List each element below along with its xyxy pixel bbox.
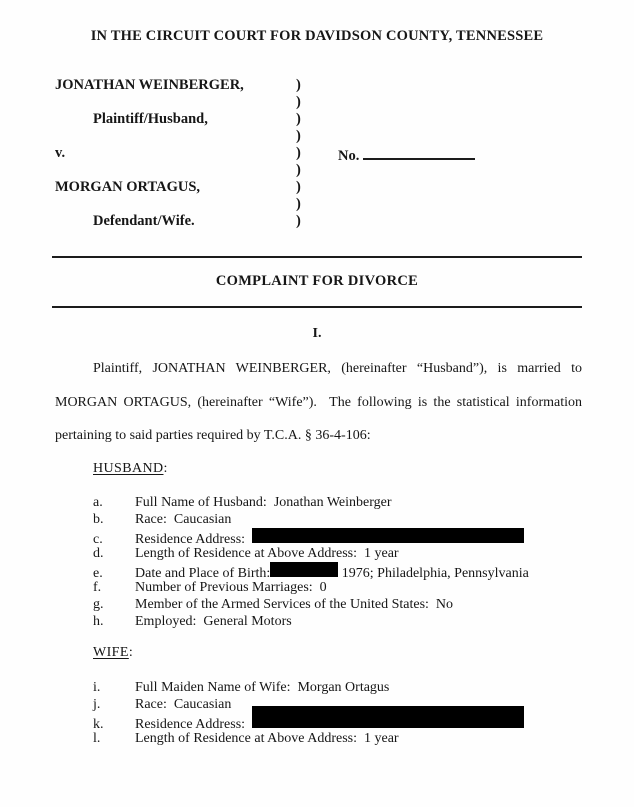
item-letter: g. <box>93 597 104 612</box>
paren-mark: ) <box>296 111 301 127</box>
item-text: Race: Caucasian <box>135 512 232 527</box>
paragraph-line: pertaining to said parties required by T.C.A. § 36-4-106: <box>55 428 371 443</box>
caption-plaintiff-name: JONATHAN WEINBERGER, <box>55 77 244 93</box>
caption-plaintiff-role: Plaintiff/Husband, <box>93 111 208 127</box>
paren-mark: ) <box>296 94 301 110</box>
paren-mark: ) <box>296 196 301 212</box>
divider-rule-bottom <box>52 306 582 308</box>
case-caption-parties <box>55 77 293 230</box>
paren-mark: ) <box>296 128 301 144</box>
redaction-box <box>270 562 338 577</box>
item-text: Number of Previous Marriages: 0 <box>135 580 327 595</box>
item-text: Full Maiden Name of Wife: Morgan Ortagus <box>135 680 390 695</box>
item-text: Employed: General Motors <box>135 614 292 629</box>
redaction-box <box>252 528 524 543</box>
caption-spacer <box>55 94 293 111</box>
paren-mark: ) <box>296 162 301 178</box>
list-item <box>93 511 529 528</box>
paren-mark: ) <box>296 179 301 195</box>
husband-statistical-list <box>93 494 529 630</box>
item-letter: h. <box>93 614 104 629</box>
item-letter: i. <box>93 680 101 695</box>
list-item <box>93 545 529 562</box>
list-item <box>93 696 524 713</box>
wife-statistical-list <box>93 679 524 747</box>
husband-heading-colon: : <box>163 461 168 476</box>
paren-mark: ) <box>296 213 301 229</box>
item-text: Full Name of Husband: Jonathan Weinberger <box>135 495 392 510</box>
caption-paren-column <box>296 77 301 230</box>
caption-spacer <box>55 128 293 145</box>
paragraph-line: Plaintiff, JONATHAN WEINBERGER, (hereinafter “Husband”), is married to <box>93 361 582 376</box>
wife-heading-colon: : <box>128 645 134 660</box>
list-item <box>93 679 524 696</box>
paren-mark: ) <box>296 145 301 161</box>
case-number-blank <box>363 145 475 160</box>
list-item <box>93 730 524 747</box>
case-number-label: No. <box>338 148 360 164</box>
list-item <box>93 596 529 613</box>
list-item <box>93 562 529 579</box>
item-letter: d. <box>93 546 104 561</box>
husband-heading-word: HUSBAND <box>93 461 164 476</box>
item-letter: j. <box>93 697 101 712</box>
item-text: Length of Residence at Above Address: 1 year <box>135 546 399 561</box>
list-item <box>93 528 529 545</box>
husband-section-heading <box>93 461 168 477</box>
wife-section-heading <box>93 645 133 661</box>
wife-heading-word: WIFE <box>93 645 129 660</box>
paren-mark: ) <box>296 77 301 93</box>
item-text-after: 1976; Philadelphia, Pennsylvania <box>338 566 529 581</box>
item-text: Race: Caucasian <box>135 697 232 712</box>
item-letter: b. <box>93 512 104 527</box>
item-text: Date and Place of Birth: <box>135 566 271 581</box>
caption-spacer <box>55 196 293 213</box>
item-text: Residence Address: <box>135 717 253 732</box>
list-item <box>93 613 529 630</box>
item-letter: l. <box>93 731 101 746</box>
caption-defendant-name: MORGAN ORTAGUS, <box>55 179 201 195</box>
divider-rule-top <box>52 256 582 258</box>
section-numeral: I. <box>312 326 322 341</box>
item-letter: a. <box>93 495 103 510</box>
item-text: Length of Residence at Above Address: 1 year <box>135 731 399 746</box>
body-paragraph <box>55 352 582 453</box>
item-letter: c. <box>93 532 103 547</box>
item-letter: e. <box>93 566 103 581</box>
item-letter: k. <box>93 717 104 732</box>
caption-versus: v. <box>55 145 66 161</box>
list-item <box>93 713 524 730</box>
caption-defendant-role: Defendant/Wife. <box>93 213 195 229</box>
list-item <box>93 494 529 511</box>
item-text: Residence Address: <box>135 532 253 547</box>
redaction-box <box>252 713 524 728</box>
court-header: IN THE CIRCUIT COURT FOR DAVIDSON COUNTY, TENNESSEE <box>90 28 544 44</box>
case-number-row <box>338 145 475 165</box>
document-title: COMPLAINT FOR DIVORCE <box>215 273 419 289</box>
item-text: Member of the Armed Services of the United States: No <box>135 597 454 612</box>
paragraph-line: MORGAN ORTAGUS, (hereinafter “Wife”). The following is the statistical information <box>55 394 582 410</box>
item-letter: f. <box>93 580 102 595</box>
caption-spacer <box>55 162 293 179</box>
